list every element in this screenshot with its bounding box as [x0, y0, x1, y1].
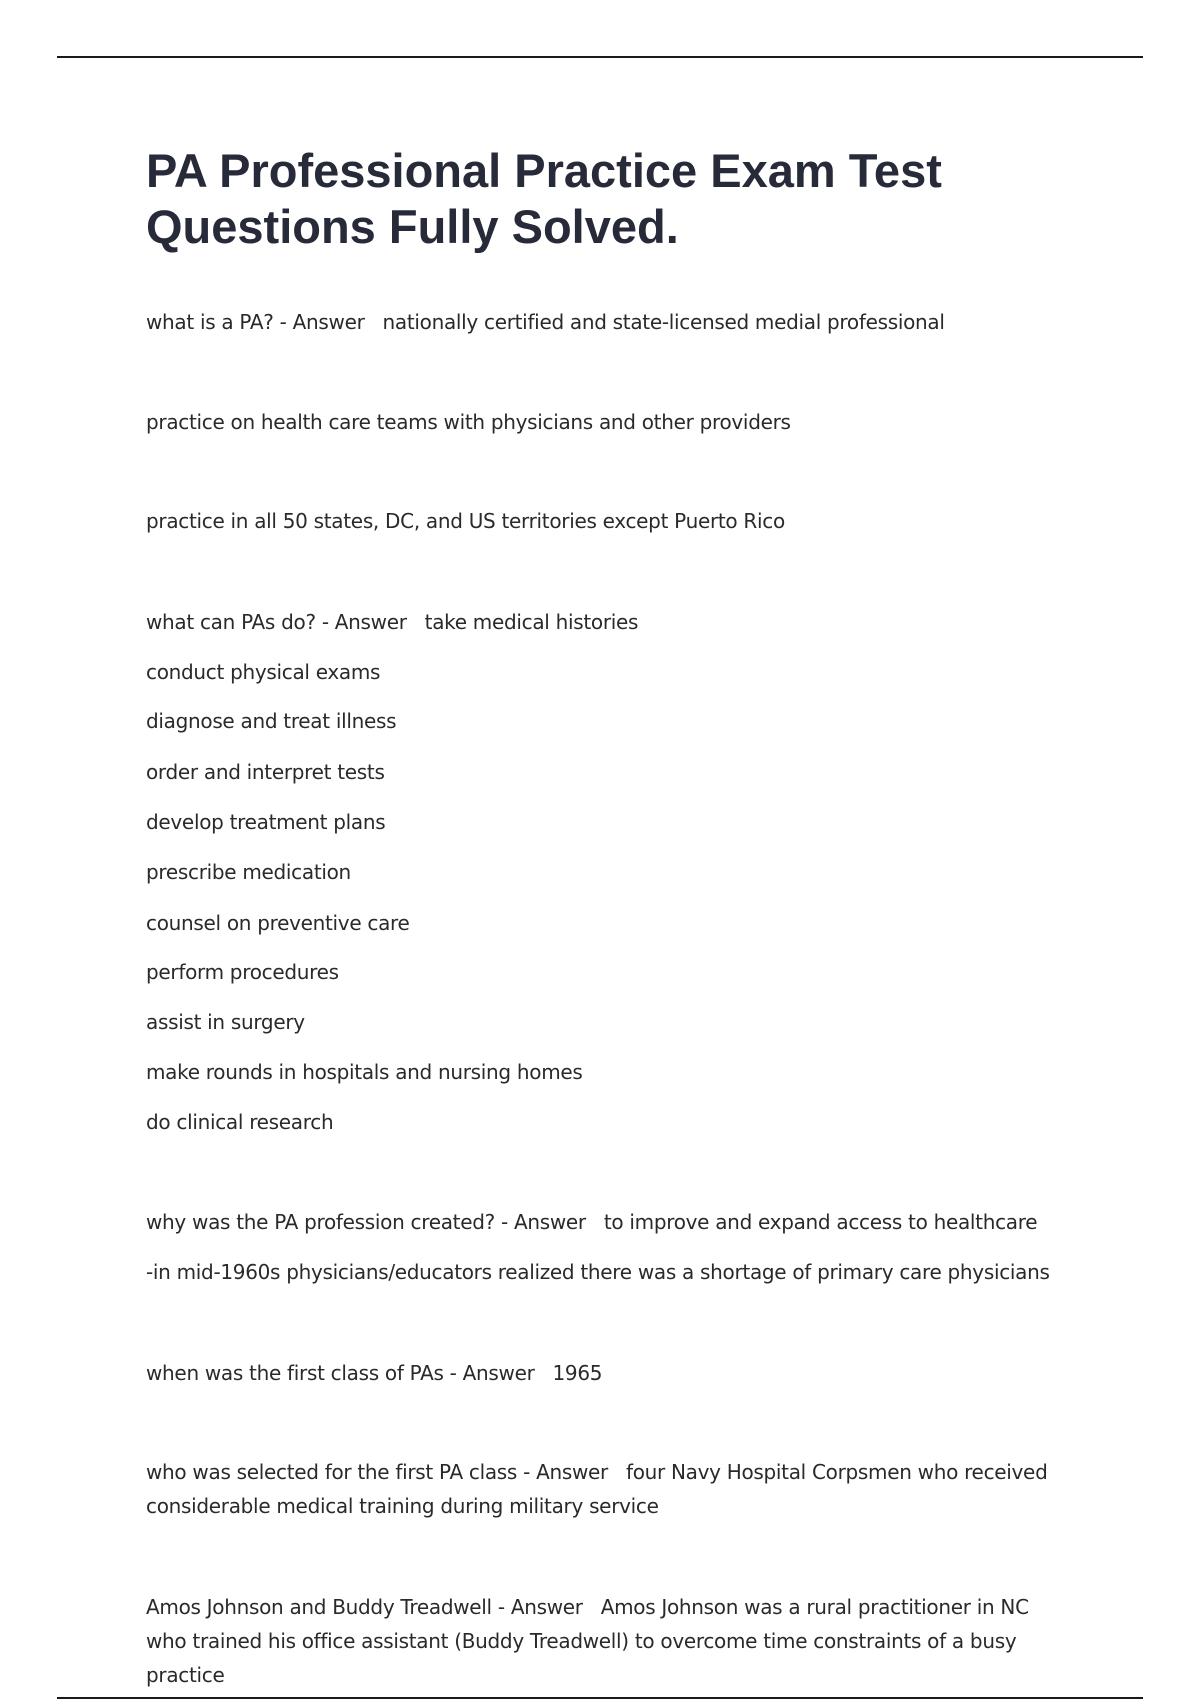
answer-list-item: diagnose and treat illness	[146, 709, 397, 733]
answer-list-item: develop treatment plans	[146, 810, 386, 834]
answer-text: four Navy Hospital Corpsmen who received considerable medical training during military service	[146, 1460, 1048, 1518]
answer-list-item: assist in surgery	[146, 1010, 305, 1034]
question-text: why was the PA profession created? - Answer	[146, 1210, 586, 1234]
answer-continuation: practice on health care teams with physicians and other providers	[146, 410, 791, 434]
question-text: when was the first class of PAs - Answer	[146, 1361, 535, 1385]
answer-text: 1965	[552, 1361, 603, 1385]
qa-line	[146, 1455, 1066, 1523]
question-text: who was selected for the first PA class - Answer	[146, 1460, 608, 1484]
answer-continuation: -in mid-1960s physicians/educators realized there was a shortage of primary care physicians	[146, 1260, 1050, 1284]
question-text: Amos Johnson and Buddy Treadwell - Answer	[146, 1595, 583, 1619]
answer-list-item: prescribe medication	[146, 860, 351, 884]
answer-text: to improve and expand access to healthcare	[603, 1210, 1038, 1234]
answer-list-item: order and interpret tests	[146, 760, 385, 784]
qa-line	[146, 1205, 1037, 1239]
question-text: what is a PA? - Answer	[146, 310, 365, 334]
qa-line	[146, 1590, 1066, 1692]
answer-text: Amos Johnson was a rural practitioner in NC who trained his office assistant (Buddy Treadwell) to overcome time constraints of a busy practice	[146, 1595, 1029, 1687]
qa-line	[146, 305, 945, 339]
question-text: what can PAs do? - Answer	[146, 610, 407, 634]
document-title: PA Professional Practice Exam Test Questions Fully Solved.	[146, 144, 942, 253]
qa-line	[146, 1356, 602, 1390]
answer-text: take medical histories	[424, 610, 639, 634]
answer-list-item: counsel on preventive care	[146, 911, 410, 935]
bottom-divider	[57, 1697, 1143, 1699]
answer-continuation: practice in all 50 states, DC, and US territories except Puerto Rico	[146, 509, 785, 533]
qa-line	[146, 605, 638, 639]
answer-list-item: do clinical research	[146, 1110, 334, 1134]
answer-list-item: conduct physical exams	[146, 660, 381, 684]
answer-list-item: perform procedures	[146, 960, 339, 984]
answer-list-item: make rounds in hospitals and nursing homes	[146, 1060, 583, 1084]
answer-text: nationally certified and state-licensed medial professional	[382, 310, 945, 334]
top-divider	[57, 56, 1143, 58]
